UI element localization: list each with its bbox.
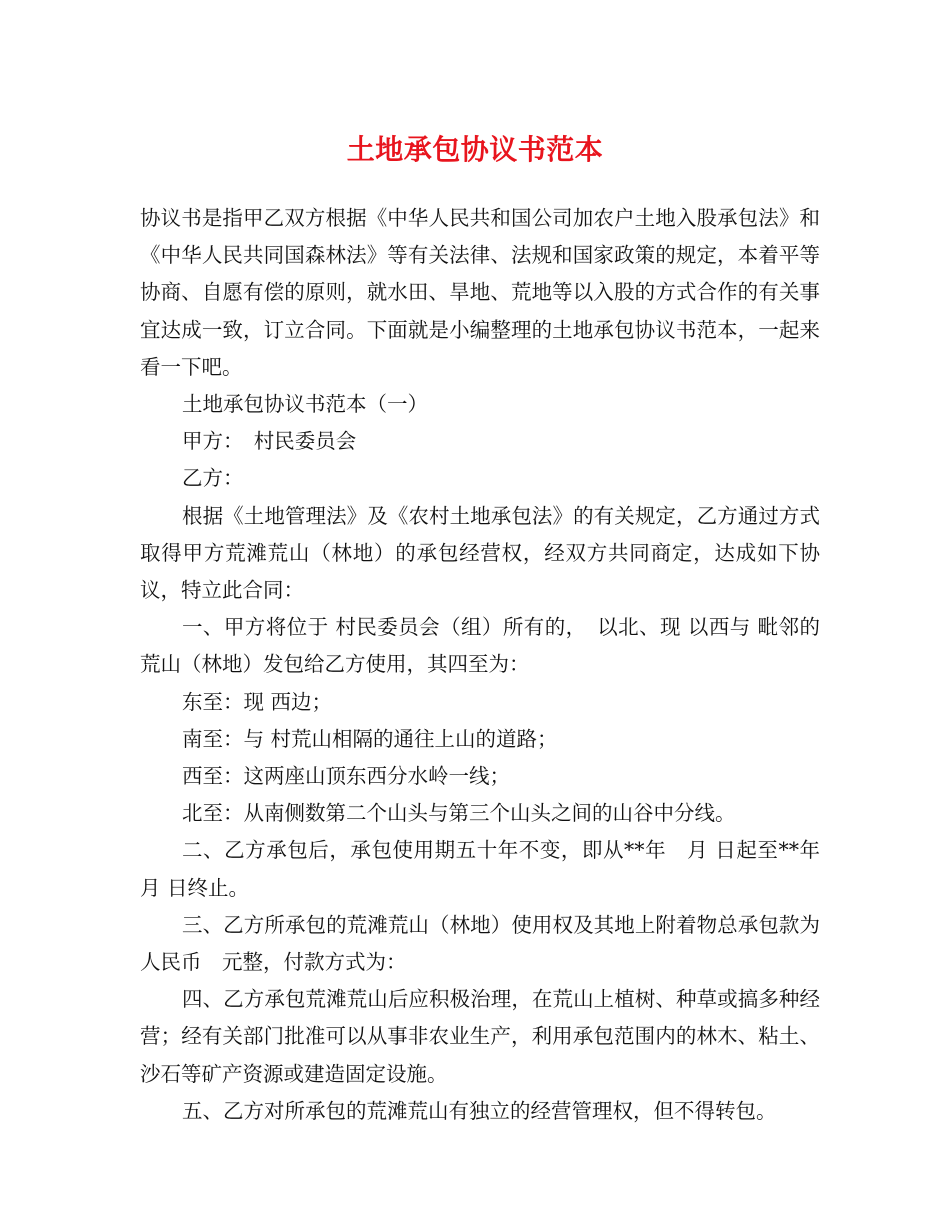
- clause-2: 二、乙方承包后，承包使用期五十年不变，即从**年 月 日起至**年 月 日终止。: [140, 838, 841, 900]
- clause-3: 三、乙方所承包的荒滩荒山（林地）使用权及其地上附着物总承包款为人民币 元整，付款方式为：: [140, 912, 820, 975]
- boundary-east: 东至：现 西边；: [182, 689, 333, 714]
- clause-5: 五、乙方对所承包的荒滩荒山有独立的经营管理权，但不得转包。: [182, 1098, 777, 1123]
- boundary-north: 北至：从南侧数第二个山头与第三个山头之间的山谷中分线。: [182, 801, 736, 826]
- preamble-paragraph: 根据《土地管理法》及《农村土地承包法》的有关规定，乙方通过方式取得甲方荒滩荒山（林地）的承包经营权，经双方共同商定，达成如下协议，特立此合同：: [140, 503, 820, 603]
- party-a-line: 甲方： 村民委员会: [182, 429, 357, 454]
- boundary-west: 西至：这两座山顶东西分水岭一线；: [182, 764, 510, 789]
- document-title: 土地承包协议书范本: [346, 133, 604, 166]
- party-b-line: 乙方：: [182, 466, 244, 491]
- clause-1: 一、甲方将位于 村民委员会（组）所有的， 以北、现 以西与 毗邻的荒山（林地）发包给乙方使用，其四至为：: [140, 615, 820, 677]
- section-heading: 土地承包协议书范本（一）: [182, 392, 428, 417]
- intro-paragraph: 协议书是指甲乙双方根据《中华人民共和国公司加农户土地入股承包法》和《中华人民共同国森林法》等有关法律、法规和国家政策的规定，本着平等协商、自愿有偿的原则，就水田、旱地、荒地等以入股的方式合作的有关事宜达成一致，订立合同。下面就是小编整理的土地承包协议书范本，一起来看一下吧。: [140, 206, 820, 379]
- document-body: [140, 200, 841, 1130]
- boundary-south: 南至：与 村荒山相隔的通往上山的道路；: [182, 726, 558, 751]
- clause-4: 四、乙方承包荒滩荒山后应积极治理，在荒山上植树、种草或搞多种经营；经有关部门批准可以从事非农业生产，利用承包范围内的林木、粘土、沙石等矿产资源或建造固定设施。: [140, 987, 820, 1086]
